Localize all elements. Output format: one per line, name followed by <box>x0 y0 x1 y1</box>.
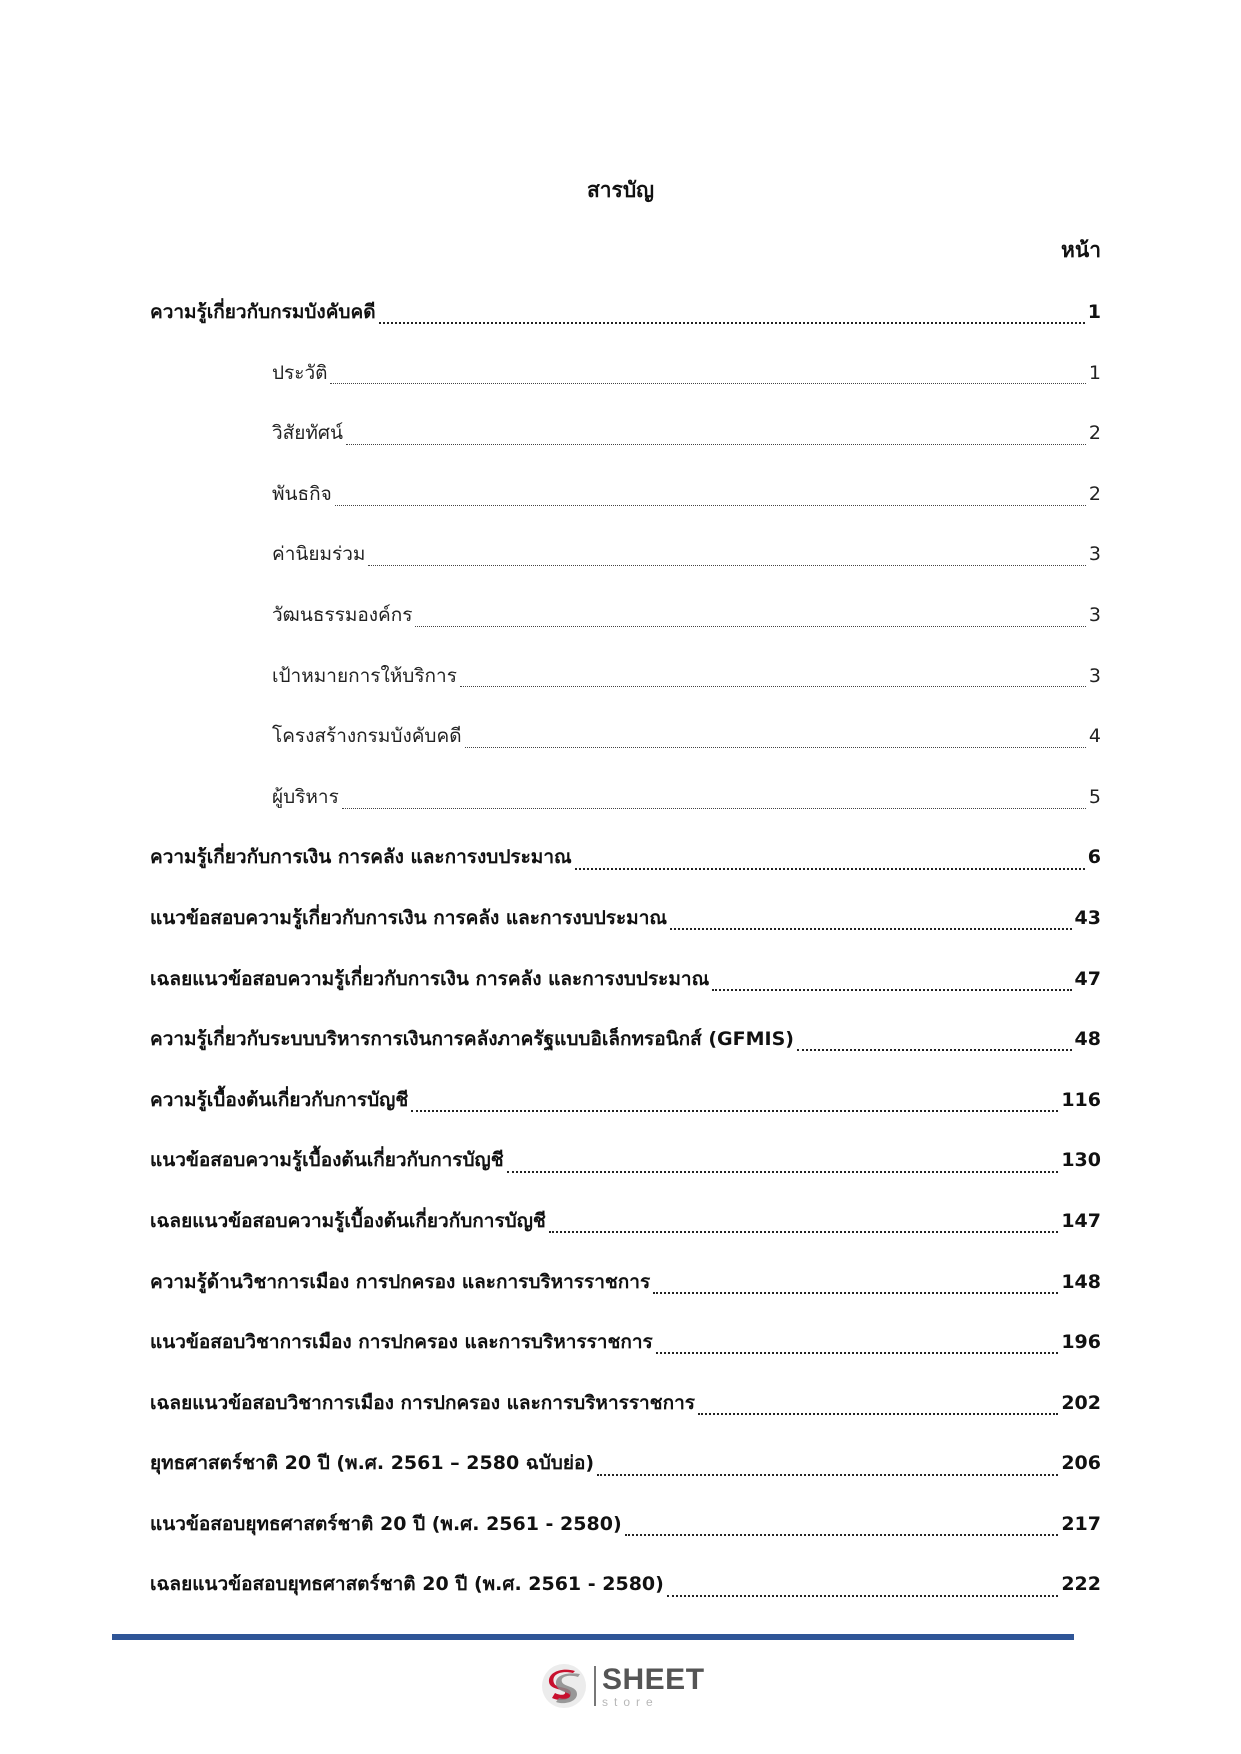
footer-divider <box>112 1634 1074 1640</box>
toc-entry-label: ยุทธศาสตร์ชาติ 20 ปี (พ.ศ. 2561 – 2580 ฉบับย่อ) <box>150 1452 595 1475</box>
logo-wordmark <box>602 1662 705 1709</box>
toc-entry-page: 43 <box>1074 906 1101 929</box>
toc-entry-label: เฉลยแนวข้อสอบความรู้เบื้องต้นเกี่ยวกับการบัญชี <box>150 1209 546 1232</box>
toc-entry[interactable] <box>150 1070 1101 1131</box>
toc-entry[interactable] <box>150 1433 1101 1494</box>
toc-entry-page: 3 <box>1088 543 1101 566</box>
toc-entry-page: 6 <box>1087 846 1101 869</box>
toc-entry-page: 3 <box>1088 664 1101 687</box>
toc-entry-label: วิสัยทัศน์ <box>272 422 343 445</box>
toc-entry-label: เฉลยแนวข้อสอบยุทธศาสตร์ชาติ 20 ปี (พ.ศ. 2561 - 2580) <box>150 1573 664 1596</box>
dot-leader <box>465 747 1086 748</box>
toc-entry[interactable] <box>150 1494 1101 1555</box>
toc-entry-page: 4 <box>1088 725 1101 748</box>
dot-leader <box>698 1413 1058 1415</box>
toc-entry-label: แนวข้อสอบความรู้เบื้องต้นเกี่ยวกับการบัญชี <box>150 1149 504 1172</box>
page-column-heading: หน้า <box>1061 238 1101 262</box>
footer-logo <box>540 1662 705 1710</box>
table-of-contents <box>150 282 1101 1615</box>
toc-entry-page: 1 <box>1088 361 1101 384</box>
toc-entry-label: แนวข้อสอบความรู้เกี่ยวกับการเงิน การคลัง และการงบประมาณ <box>150 906 667 929</box>
toc-entry-label: ความรู้เกี่ยวกับระบบบริหารการเงินการคลังภาครัฐแบบอิเล็กทรอนิกส์ (GFMIS) <box>150 1028 794 1051</box>
toc-entry-label: เฉลยแนวข้อสอบความรู้เกี่ยวกับการเงิน การคลัง และการงบประมาณ <box>150 967 710 990</box>
toc-entry-label: ผู้บริหาร <box>272 785 339 808</box>
logo-subtext: store <box>602 1694 659 1709</box>
toc-entry[interactable] <box>150 949 1101 1010</box>
toc-subentry[interactable] <box>150 524 1101 585</box>
toc-entry-page: 202 <box>1061 1391 1101 1414</box>
dot-leader <box>342 808 1086 809</box>
toc-entry-label: เฉลยแนวข้อสอบวิชาการเมือง การปกครอง และการบริหารราชการ <box>150 1391 695 1414</box>
toc-entry[interactable] <box>150 888 1101 949</box>
toc-entry-label: ความรู้เกี่ยวกับการเงิน การคลัง และการงบประมาณ <box>150 846 572 869</box>
toc-entry-page: 1 <box>1087 301 1101 323</box>
dot-leader <box>597 1474 1058 1476</box>
dot-leader <box>346 444 1086 445</box>
dot-leader <box>379 322 1085 324</box>
toc-entry-label: ความรู้เบื้องต้นเกี่ยวกับการบัญชี <box>150 1088 409 1111</box>
dot-leader <box>575 868 1085 870</box>
toc-entry[interactable] <box>150 1191 1101 1252</box>
toc-subentry[interactable] <box>150 403 1101 464</box>
toc-entry-page: 2 <box>1088 422 1101 445</box>
toc-entry-page: 130 <box>1061 1149 1101 1172</box>
dot-leader <box>335 505 1086 506</box>
toc-entry-page: 48 <box>1074 1028 1101 1051</box>
toc-entry-label: แนวข้อสอบวิชาการเมือง การปกครอง และการบริหารราชการ <box>150 1331 653 1354</box>
toc-entry-page: 222 <box>1061 1573 1101 1596</box>
toc-subentry[interactable] <box>150 767 1101 828</box>
toc-entry-page: 147 <box>1061 1209 1101 1232</box>
toc-entry-page: 116 <box>1061 1088 1101 1111</box>
toc-title: สารบัญ <box>586 178 655 202</box>
dot-leader <box>549 1231 1059 1233</box>
toc-entry[interactable] <box>150 1312 1101 1373</box>
toc-subentry[interactable] <box>150 464 1101 525</box>
toc-entry-page: 3 <box>1088 603 1101 626</box>
toc-entry[interactable] <box>150 1130 1101 1191</box>
toc-subentry[interactable] <box>150 706 1101 767</box>
dot-leader <box>712 989 1071 991</box>
dot-leader <box>330 383 1085 384</box>
dot-leader <box>460 686 1086 687</box>
dot-leader <box>625 1534 1059 1536</box>
dot-leader <box>368 565 1085 566</box>
toc-entry[interactable] <box>150 1373 1101 1434</box>
toc-subentry[interactable] <box>150 343 1101 404</box>
dot-leader <box>653 1292 1058 1294</box>
toc-entry-page: 148 <box>1061 1270 1101 1293</box>
dot-leader <box>415 626 1085 627</box>
toc-entry-page: 5 <box>1088 785 1101 808</box>
toc-entry[interactable] <box>150 1252 1101 1313</box>
toc-entry-page: 206 <box>1061 1452 1101 1475</box>
logo-separator <box>594 1666 596 1706</box>
logo-text: SHEET <box>602 1662 705 1696</box>
toc-entry-page: 217 <box>1061 1512 1101 1535</box>
toc-entry-label: พันธกิจ <box>272 482 332 505</box>
toc-entry-label: ความรู้ด้านวิชาการเมือง การปกครอง และการบริหารราชการ <box>150 1270 651 1293</box>
toc-entry-label: วัฒนธรรมองค์กร <box>272 603 413 626</box>
toc-entry-label: แนวข้อสอบยุทธศาสตร์ชาติ 20 ปี (พ.ศ. 2561 - 2580) <box>150 1512 622 1535</box>
toc-entry-page: 196 <box>1061 1331 1101 1354</box>
toc-entry-page: 47 <box>1074 967 1101 990</box>
toc-subentry[interactable] <box>150 585 1101 646</box>
dot-leader <box>411 1110 1058 1112</box>
sheet-store-logo-icon <box>540 1662 588 1710</box>
dot-leader <box>667 1595 1058 1597</box>
toc-entry[interactable] <box>150 1009 1101 1070</box>
toc-subentry[interactable] <box>150 646 1101 707</box>
toc-entry[interactable] <box>150 282 1101 343</box>
toc-entry-label: เป้าหมายการให้บริการ <box>272 664 457 687</box>
dot-leader <box>670 928 1072 930</box>
toc-entry-label: ความรู้เกี่ยวกับกรมบังคับคดี <box>150 301 376 323</box>
toc-entry[interactable] <box>150 827 1101 888</box>
toc-entry-label: ค่านิยมร่วม <box>272 543 366 566</box>
toc-entry[interactable] <box>150 1554 1101 1615</box>
toc-entry-label: ประวัติ <box>272 361 328 384</box>
toc-entry-label: โครงสร้างกรมบังคับคดี <box>272 725 462 748</box>
toc-entry-page: 2 <box>1088 482 1101 505</box>
dot-leader <box>797 1049 1072 1051</box>
dot-leader <box>507 1171 1059 1173</box>
dot-leader <box>656 1352 1059 1354</box>
